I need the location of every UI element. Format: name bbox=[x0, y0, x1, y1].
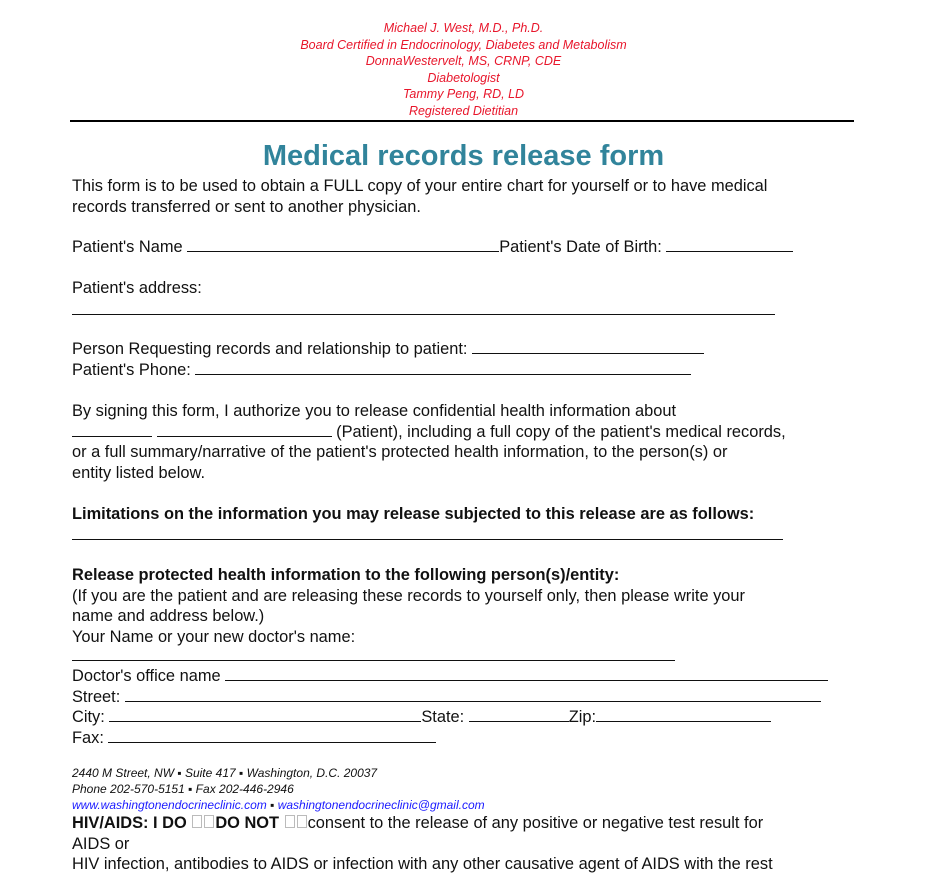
header-divider bbox=[70, 120, 854, 122]
do-not-checkbox[interactable] bbox=[285, 815, 295, 828]
header-line: Diabetologist bbox=[427, 70, 500, 85]
header-line: DonnaWestervelt, MS, CRNP, CDE bbox=[365, 54, 562, 68]
header-line: Board Certified in Endocrinology, Diabetes and Metabolism bbox=[300, 37, 627, 52]
requester-field[interactable] bbox=[472, 339, 704, 354]
checkbox-glyph bbox=[204, 815, 214, 828]
hiv-consent: HIV/AIDS: I DO DO NOT consent to the release of any positive or negative test result for AIDS or HIV infection, antibodies to AIDS or infection with any other causative agent of AIDS with the rest bbox=[72, 814, 773, 873]
office-name-field[interactable] bbox=[225, 666, 828, 681]
checkbox-glyph bbox=[297, 815, 307, 828]
phone-row: Patient's Phone: bbox=[72, 360, 691, 381]
patient-name-field[interactable] bbox=[187, 237, 499, 252]
recipient-name-field[interactable] bbox=[72, 646, 675, 661]
patient-name-row: Patient's Name Patient's Date of Birth: bbox=[72, 237, 793, 258]
header-line: Tammy Peng, RD, LD bbox=[402, 87, 525, 101]
patient-first-field[interactable] bbox=[72, 422, 152, 437]
practice-header bbox=[0, 20, 927, 119]
email-link[interactable]: washingtonendocrineclinic@gmail.com bbox=[277, 798, 485, 812]
release-section: Release protected health information to the following person(s)/entity: (If you are the patient and are releasing these records to yourself only, then please write your name and address below.) Your Name or your new doctor's name: bbox=[72, 566, 745, 646]
footer: 2440 M Street, NW ▪ Suite 417 ▪ Washington, D.C. 20037 Phone 202-570-5151 ▪ Fax 202-446-2946 www.washingtonendocrineclinic.com ▪ washingtonendocrineclinic@gmail.com bbox=[72, 766, 485, 812]
limitations-heading: Limitations on the information you may release subjected to this release are as follows: bbox=[72, 505, 755, 523]
phone-field[interactable] bbox=[195, 360, 691, 375]
patient-last-field[interactable] bbox=[157, 422, 332, 437]
intro: This form is to be used to obtain a FULL copy of your entire chart for yourself or to have medical records transferred or sent to another physician. bbox=[72, 177, 768, 216]
address-label: Patient's address: bbox=[72, 279, 202, 297]
do-checkbox[interactable] bbox=[192, 815, 202, 828]
zip-field[interactable] bbox=[596, 707, 771, 722]
authorization-text: By signing this form, I authorize you to release confidential health information about (Patient), including a full copy of the patient's medical records, or a full summary/narrative of the patient's protected health information, to the person(s) or entity listed below. bbox=[72, 402, 786, 482]
address-field[interactable] bbox=[72, 300, 775, 315]
street-field[interactable] bbox=[125, 687, 821, 702]
state-field[interactable] bbox=[469, 707, 569, 722]
header-line: Michael J. West, M.D., Ph.D. bbox=[383, 21, 544, 35]
page-title: Medical records release form bbox=[262, 140, 665, 172]
header-line: Registered Dietitian bbox=[408, 103, 519, 118]
limitations-field[interactable] bbox=[72, 525, 783, 540]
city-field[interactable] bbox=[109, 707, 421, 722]
website-link[interactable]: www.washingtonendocrineclinic.com bbox=[72, 798, 267, 812]
fax-field[interactable] bbox=[108, 728, 436, 743]
requester-row: Person Requesting records and relationship to patient: bbox=[72, 339, 704, 360]
dob-field[interactable] bbox=[666, 237, 793, 252]
